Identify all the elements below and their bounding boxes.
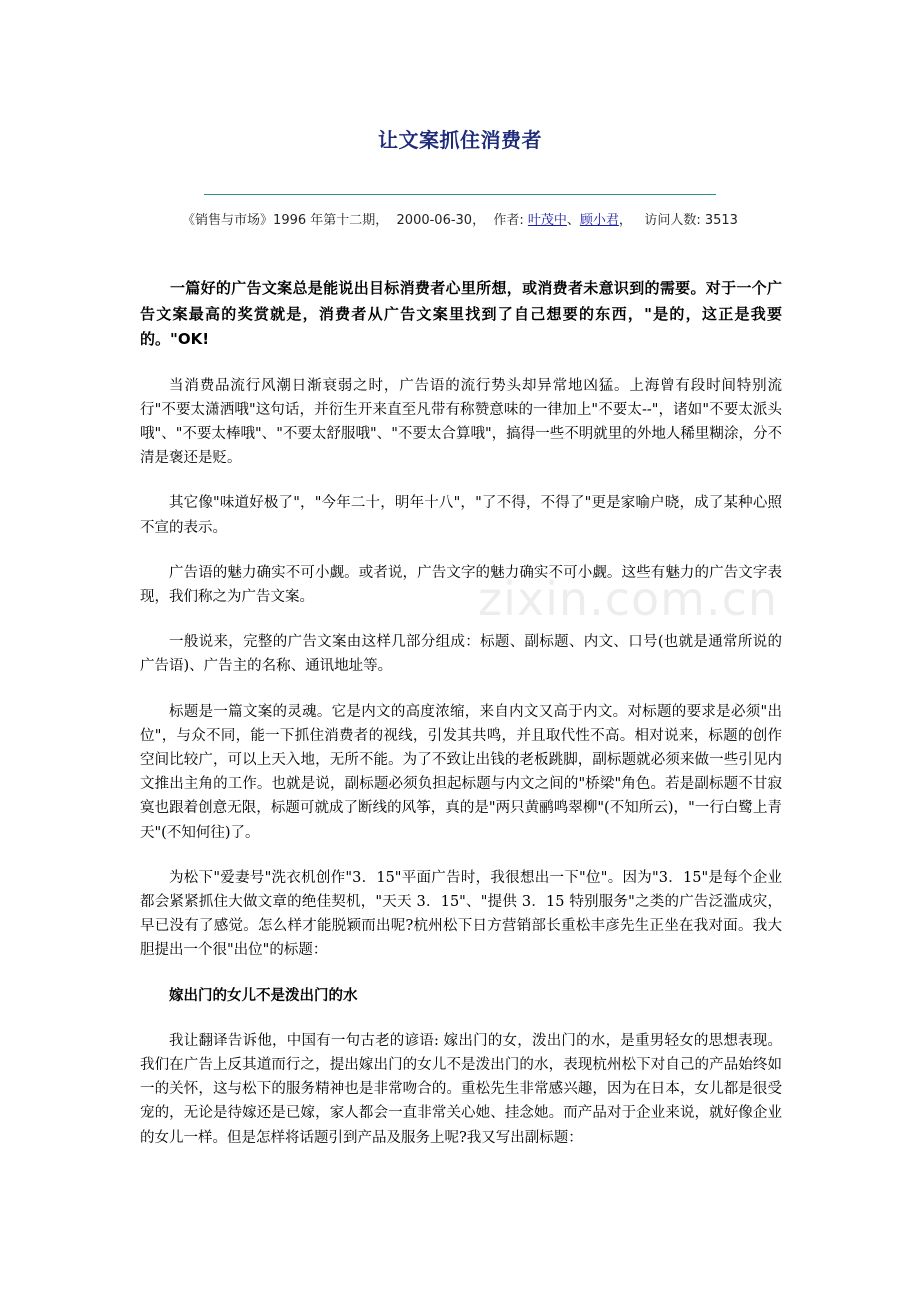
meta-visits-count: 3513 xyxy=(704,213,738,228)
body-paragraph-2: 其它像"味道好极了"，"今年二十，明年十八"，"了不得，不得了"更是家喻户晓，成了某种心照不宣的表示。 xyxy=(140,495,782,536)
author-link-1[interactable]: 叶茂中 xyxy=(527,213,567,228)
meta-date: 2000-06-30， xyxy=(396,213,486,228)
meta-author-label: 作者: xyxy=(493,213,528,228)
meta-visits-label: 访问人数: xyxy=(644,213,705,228)
body-paragraph-4: 一般说来，完整的广告文案由这样几部分组成：标题、副标题、内文、口号(也就是通常所说的广告语)、广告主的名称、通讯地址等。 xyxy=(140,634,782,675)
article-body xyxy=(140,276,782,1171)
body-paragraph-6: 为松下"爱妻号"洗衣机创作"3．15"平面广告时，我很想出一下"位"。因为"3．15"是每个企业都会紧紧抓住大做文章的绝佳契机，"天天 3．15"、"提供 3．15 特别服务"之类的广告泛滥成灾，早已没有了感觉。怎么样才能脱颖而出呢?杭州松下日方营销部长重松丰彦先生正坐在我对面。我大胆提出一个很"出位"的标题： xyxy=(140,869,782,959)
author-link-2[interactable]: 顾小君 xyxy=(579,213,619,228)
body-paragraph-7: 我让翻译告诉他，中国有一句古老的谚语: 嫁出门的女，泼出门的水，是重男轻女的思想表现。我们在广告上反其道而行之，提出嫁出门的女儿不是泼出门的水，表现杭州松下对自己的产品始终如一的关怀，这与松下的服务精神也是非常吻合的。重松先生非常感兴趣，因为在日本，女儿都是很受宠的，无论是待嫁还是已嫁，家人都会一直非常关心她、挂念她。而产品对于企业来说，就好像企业的女儿一样。但是怎样将话题引到产品及服务上呢?我又写出副标题： xyxy=(140,1032,782,1146)
watermark: zixin.com.cn xyxy=(478,572,779,626)
meta-after-authors: ， xyxy=(618,213,632,228)
body-paragraph-5: 标题是一篇文案的灵魂。它是内文的高度浓缩，来自内文又高于内文。对标题的要求是必须"出位"，与众不同，能一下抓住消费者的视线，引发其共鸣，并且取代性不高。相对说来，标题的创作空间比较广，可以上天入地，无所不能。为了不致让出钱的老板跳脚，副标题就必须来做一些引见内文推出主角的工作。也就是说，副标题必须负担起标题与内文之间的"桥梁"角色。若是副标题不甘寂寞也跟着创意无限，标题可就成了断线的风筝，真的是"两只黄鹂鸣翠柳"(不知所云)，"一行白鹭上青天"(不知何往)了。 xyxy=(140,703,782,841)
ad-headline: 嫁出门的女儿不是泼出门的水 xyxy=(169,987,358,1004)
body-paragraph-1: 当消费品流行风潮日渐衰弱之时，广告语的流行势头却异常地凶猛。上海曾有段时间特别流行"不要太潇洒哦"这句话，并衍生开来直至凡带有称赞意味的一律加上"不要太--"，诸如"不要太派头哦"、"不要太棒哦"、"不要太舒服哦"、"不要太合算哦"，搞得一些不明就里的外地人稀里糊涂，分不清是褒还是贬。 xyxy=(140,377,782,467)
meta-source: 《销售与市场》1996 年第十二期， xyxy=(182,213,389,228)
body-paragraph-3: 广告语的魅力确实不可小觑。或者说，广告文字的魅力确实不可小觑。这些有魅力的广告文字表现，我们称之为广告文案。 xyxy=(140,564,782,605)
article-title: 让文案抓住消费者 xyxy=(378,128,542,152)
article-meta xyxy=(0,209,920,228)
meta-author-separator: 、 xyxy=(566,213,580,228)
lead-paragraph: 一篇好的广告文案总是能说出目标消费者心里所想，或消费者未意识到的需要。对于一个广告文案最高的奖赏就是，消费者从广告文案里找到了自己想要的东西，"是的，这正是我要的。"OK! xyxy=(140,279,782,348)
title-divider xyxy=(204,194,716,195)
